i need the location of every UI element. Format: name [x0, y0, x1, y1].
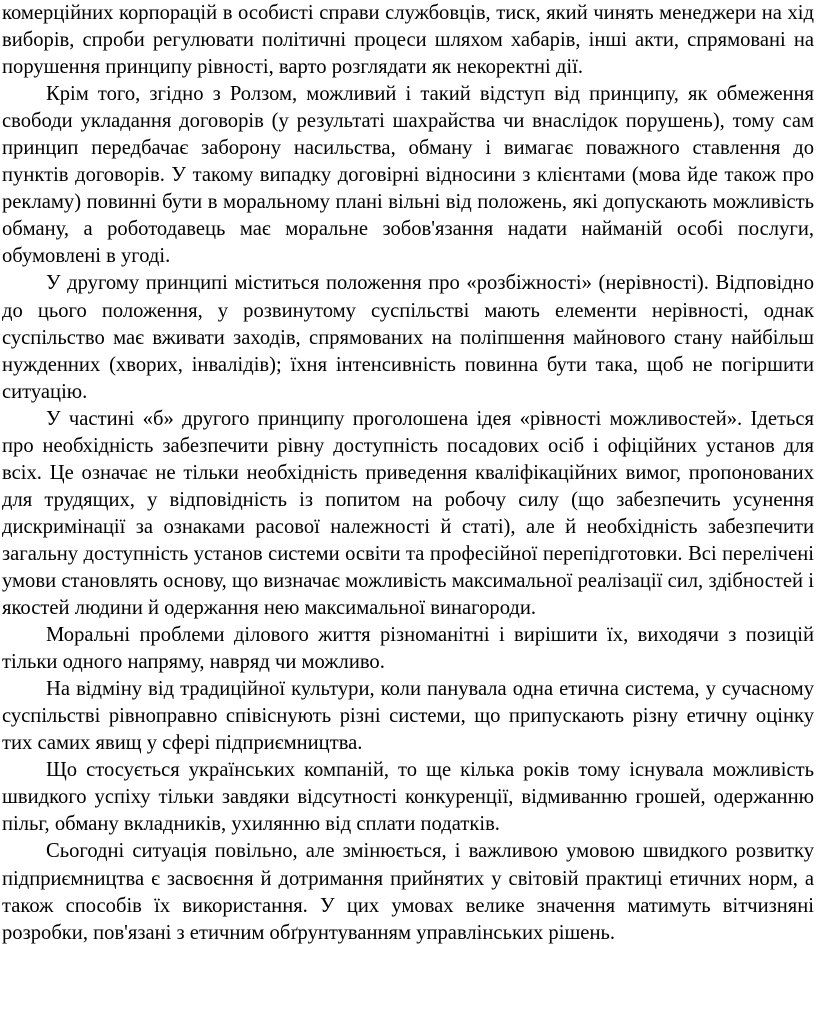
paragraph-5: Моральні проблеми ділового життя різноманітні і вирішити їх, виходячи з позицій тільки одного напряму, навряд чи можливо.	[2, 624, 814, 674]
paragraph-3: У другому принципі міститься положення про «розбіжності» (нерівності). Відповідно до цього положення, у розвинутому суспільстві мають елементи нерівності, однак суспільство має вживати заходів, спрямованих на поліпшення майнового стану найбільш нужденних (хворих, інвалідів); їхня інтенсивність повинна бути така, щоб не погіршити ситуацію.	[2, 272, 814, 403]
paragraph-4: У частині «б» другого принципу проголошена ідея «рівності можливостей». Ідеться про необхідність забезпечити рівну доступність посадових осіб і офіційних установ для всіх. Це означає не тільки необхідність приведення кваліфікаційних вимог, пропонованих для трудящих, у відповідність із попитом на робочу силу (що забезпечить усунення дискримінації за ознаками расової належності й статі), але й необхідність забезпечити загальну доступність установ системи освіти та професійної перепідготовки. Всі перелічені умови становлять основу, що визначає можливість максимальної реалізації сил, здібностей і якостей людини й одержання нею максимальної винагороди.	[2, 407, 814, 620]
paragraph-1: комерційних корпорацій в особисті справи службовців, тиск, який чинять менеджери на хід виборів, спроби регулювати політичні процеси шляхом хабарів, інші акти, спрямовані на порушення принципу рівності, варто розглядати як некоректні дії.	[2, 2, 814, 79]
paragraph-8: Сьогодні ситуація повільно, але змінюється, і важливою умовою швидкого розвитку підприємництва є засвоєння й дотримання прийнятих у світовій практиці етичних норм, а також способів їх використання. У цих умовах велике значення матимуть вітчизняні розробки, пов'язані з етичним обґрунтуванням управлінських рішень.	[2, 840, 814, 944]
document-page	[2, 0, 814, 947]
paragraph-2: Крім того, згідно з Ролзом, можливий і такий відступ від принципу, як обмеження свободи укладання договорів (у результаті шахрайства чи внаслідок порушень), тому сам принцип передбачає заборону насильства, обману і вимагає поважного ставлення до пунктів договорів. У такому випадку договірні відносини з клієнтами (мова йде також про рекламу) повинні бути в моральному плані вільні від положень, які допускають можливість обману, а роботодавець має моральне зобов'язання надати найманій особі послуги, обумовлені в угоді.	[2, 83, 814, 268]
paragraph-6: На відміну від традиційної культури, коли панувала одна етична система, у сучасному суспільстві рівноправно співіснують різні системи, що припускають різну етичну оцінку тих самих явищ у сфері підприємництва.	[2, 678, 814, 755]
paragraph-7: Що стосується українських компаній, то ще кілька років тому існувала можливість швидкого успіху тільки завдяки відсутності конкуренції, відмиванню грошей, одержанню пільг, обману вкладників, ухилянню від сплати податків.	[2, 759, 814, 836]
